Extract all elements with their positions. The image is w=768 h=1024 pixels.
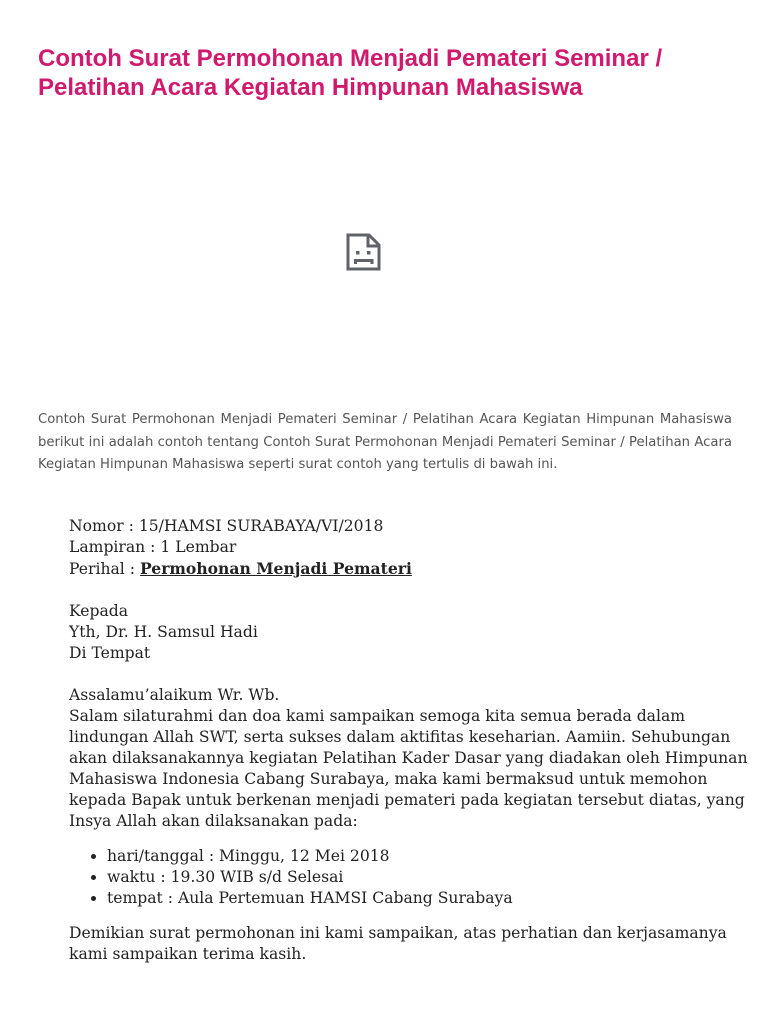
letter-recipient: Yth, Dr. H. Samsul Hadi — [69, 623, 258, 641]
letter-closing: Demikian surat permohonan ini kami sampaikan, atas perhatian dan kerjasamanya kami sampaikan terima kasih. — [69, 924, 727, 963]
letter-lampiran: Lampiran : 1 Lembar — [69, 538, 237, 556]
spacer — [69, 580, 749, 601]
spacer — [69, 664, 749, 685]
list-item: • tempat : Aula Pertemuan HAMSI Cabang Surabaya — [107, 888, 749, 909]
letter-details-list — [69, 846, 749, 909]
list-item: • waktu : 19.30 WIB s/d Selesai — [107, 867, 749, 888]
article-title: Contoh Surat Permohonan Menjadi Pemateri Seminar / Pelatihan Acara Kegiatan Himpunan Mahasiswa — [38, 45, 663, 101]
letter-perihal-label: Perihal : — [69, 560, 140, 578]
letter-main-paragraph: Salam silaturahmi dan doa kami sampaikan semoga kita semua berada dalam lindungan Allah SWT, serta sukses dalam aktifitas keseharian. Aamiin. Sehubungan akan dilaksanakannya kegiatan Pelatihan Kader Dasar yang diadakan oleh Himpunan Mahasiswa Indonesia Cabang Surabaya, maka kami bermaksud untuk memohon kepada Bapak untuk berkenan menjadi pemateri pada kegiatan tersebut diatas, yang Insya Allah akan dilaksanakan pada: — [69, 707, 748, 830]
letter-nomor: Nomor : 15/HAMSI SURABAYA/VI/2018 — [69, 517, 384, 535]
letter-salam: Assalamu’alaikum Wr. Wb. — [69, 686, 280, 704]
letter-perihal — [69, 558, 749, 580]
letter-di-tempat: Di Tempat — [69, 644, 151, 662]
letter-perihal-value: Permohonan Menjadi Pemateri — [139, 559, 412, 578]
list-item: • hari/tanggal : Minggu, 12 Mei 2018 — [107, 846, 749, 867]
article-image-placeholder — [38, 120, 730, 386]
letter-body — [69, 516, 749, 965]
letter-kepada: Kepada — [69, 602, 129, 620]
broken-image-icon — [345, 232, 383, 272]
article-intro: Contoh Surat Permohonan Menjadi Pemateri Seminar / Pelatihan Acara Kegiatan Himpunan Mahasiswa berikut ini adalah contoh tentang Contoh Surat Permohonan Menjadi Pemateri Seminar / Pelatihan Acara Kegiatan Himpunan Mahasiswa seperti surat contoh yang tertulis di bawah ini. — [38, 412, 732, 472]
